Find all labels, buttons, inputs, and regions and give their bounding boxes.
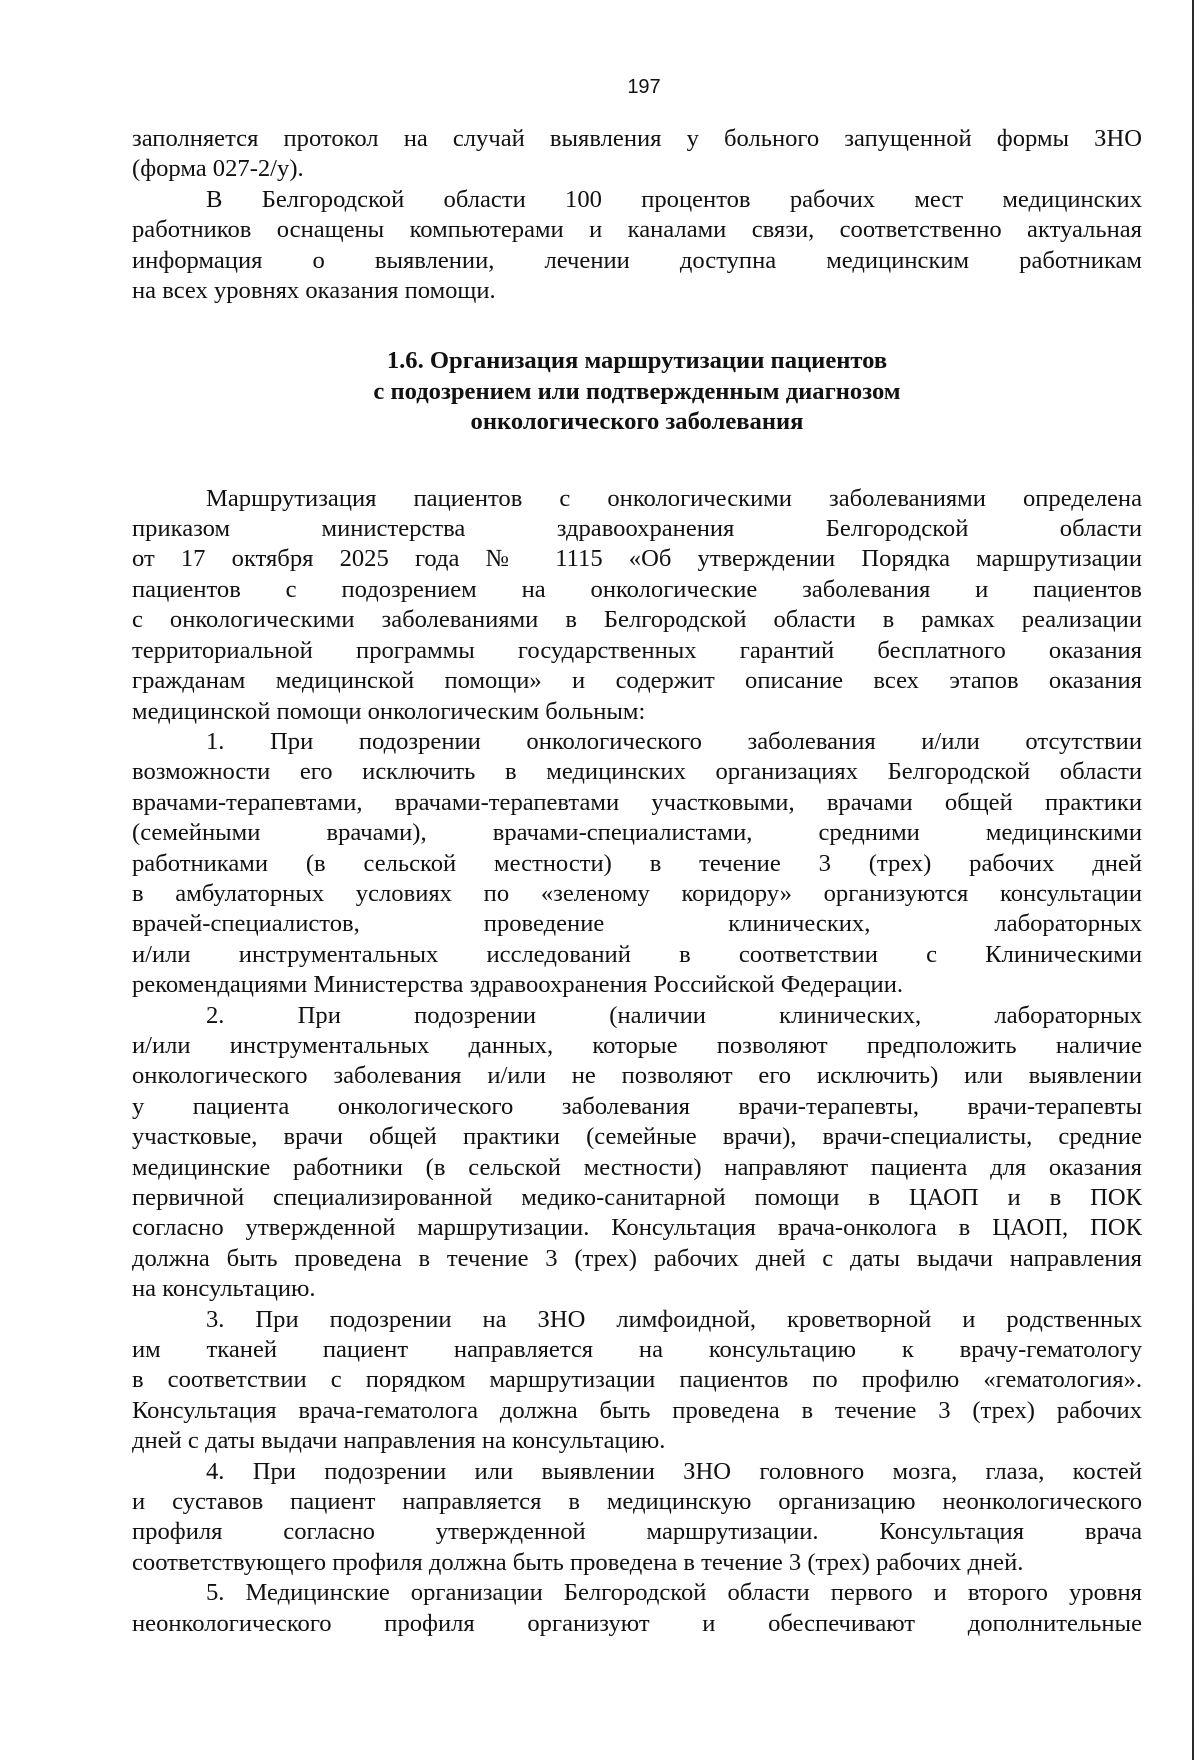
list-item-2 bbox=[132, 1001, 1142, 1305]
text-line: (форма 027-2/у). bbox=[132, 155, 304, 183]
list-item-5 bbox=[132, 1578, 1142, 1639]
heading-line: онкологического заболевания bbox=[470, 408, 804, 436]
list-item-1 bbox=[132, 727, 1142, 1001]
text-line: (семейными врачами), врачами-специалистами, средними медицинскими bbox=[132, 819, 1142, 847]
text-line: Консультация врача-гематолога должна быть проведена в течение 3 (трех) рабочих bbox=[132, 1396, 1142, 1424]
text-line: и суставов пациент направляется в медицинскую организацию неонкологического bbox=[132, 1488, 1142, 1516]
scan-edge-shadow bbox=[1192, 0, 1194, 1760]
text-line: медицинской помощи онкологическим больным: bbox=[132, 697, 646, 725]
text-line: в соответствии с порядком маршрутизации пациентов по профилю «гематология». bbox=[132, 1366, 1142, 1394]
text-line: 3. При подозрении на ЗНО лимфоидной, кроветворной и родственных bbox=[206, 1305, 1142, 1333]
routing-paragraph bbox=[132, 484, 1142, 727]
equipment-paragraph bbox=[132, 185, 1142, 307]
text-line: пациентов с подозрением на онкологические заболевания и пациентов bbox=[132, 575, 1142, 603]
document-page bbox=[132, 74, 1142, 1639]
text-line: территориальной программы государственных гарантий бесплатного оказания bbox=[132, 636, 1142, 664]
text-line: гражданам медицинской помощи» и содержит описание всех этапов оказания bbox=[132, 667, 1142, 695]
page-number: 197 bbox=[627, 76, 661, 98]
text-line: в амбулаторных условиях по «зеленому коридору» организуются консультации bbox=[132, 879, 1142, 907]
text-line: согласно утвержденной маршрутизации. Консультация врача-онколога в ЦАОП, ПОК bbox=[132, 1214, 1142, 1242]
heading-line: с подозрением или подтвержденным диагнозом bbox=[373, 377, 901, 405]
text-line: 2. При подозрении (наличии клинических, лабораторных bbox=[206, 1001, 1142, 1029]
text-line: и/или инструментальных исследований в соответствии с Клиническими bbox=[132, 940, 1142, 968]
text-line: Маршрутизация пациентов с онкологическими заболеваниями определена bbox=[206, 484, 1142, 512]
text-line: должна быть проведена в течение 3 (трех) рабочих дней с даты выдачи направления bbox=[132, 1244, 1142, 1272]
text-line: информация о выявлении, лечении доступна медицинским работникам bbox=[132, 246, 1142, 274]
text-line: первичной специализированной медико-санитарной помощи в ЦАОП и в ПОК bbox=[132, 1184, 1142, 1211]
text-line: В Белгородской области 100 процентов рабочих мест медицинских bbox=[206, 185, 1142, 213]
text-line: заполняется протокол на случай выявления у больного запущенной формы ЗНО bbox=[132, 125, 1142, 152]
section-heading bbox=[132, 346, 1142, 437]
list-item-4 bbox=[132, 1457, 1142, 1579]
text-line: приказом министерства здравоохранения Белгородской области bbox=[132, 515, 1142, 543]
intro-paragraph bbox=[132, 124, 1142, 185]
text-line: медицинские работники (в сельской местности) направляют пациента для оказания bbox=[132, 1153, 1142, 1181]
text-line: участковые, врачи общей практики (семейные врачи), врачи-специалисты, средние bbox=[132, 1123, 1142, 1151]
text-line: на всех уровнях оказания помощи. bbox=[132, 277, 496, 305]
text-line: неонкологического профиля организуют и обеспечивают дополнительные bbox=[132, 1609, 1142, 1637]
text-line: онкологического заболевания и/или не позволяют его исключить) или выявлении bbox=[132, 1062, 1142, 1090]
text-line: 5. Медицинские организации Белгородской области первого и второго уровня bbox=[206, 1579, 1142, 1607]
text-line: у пациента онкологического заболевания врачи-терапевты, врачи-терапевты bbox=[132, 1092, 1142, 1120]
text-line: профиля согласно утвержденной маршрутизации. Консультация врача bbox=[132, 1518, 1142, 1546]
text-line: врачами-терапевтами, врачами-терапевтами участковыми, врачами общей практики bbox=[132, 788, 1142, 816]
text-line: 1. При подозрении онкологического заболевания и/или отсутствии bbox=[206, 727, 1142, 755]
text-line: с онкологическими заболеваниями в Белгородской области в рамках реализации bbox=[132, 606, 1142, 634]
text-line: на консультацию. bbox=[132, 1275, 316, 1303]
text-line: 4. При подозрении или выявлении ЗНО головного мозга, глаза, костей bbox=[206, 1457, 1142, 1485]
text-line: работниками (в сельской местности) в течение 3 (трех) рабочих дней bbox=[132, 849, 1142, 877]
heading-line: 1.6. Организация маршрутизации пациентов bbox=[386, 347, 888, 375]
text-line: врачей-специалистов, проведение клинических, лабораторных bbox=[132, 910, 1142, 938]
text-line: возможности его исключить в медицинских организациях Белгородской области bbox=[132, 758, 1142, 786]
list-item-3 bbox=[132, 1305, 1142, 1457]
text-line: им тканей пациент направляется на консультацию к врачу-гематологу bbox=[132, 1336, 1142, 1364]
text-line: работников оснащены компьютерами и каналами связи, соответственно актуальная bbox=[132, 216, 1142, 244]
text-line: от 17 октября 2025 года № 1115 «Об утверждении Порядка маршрутизации bbox=[132, 545, 1142, 573]
text-line: и/или инструментальных данных, которые позволяют предположить наличие bbox=[132, 1031, 1142, 1059]
text-line: рекомендациями Министерства здравоохранения Российской Федерации. bbox=[132, 971, 904, 999]
text-line: соответствующего профиля должна быть проведена в течение 3 (трех) рабочих дней. bbox=[132, 1548, 1024, 1576]
text-line: дней с даты выдачи направления на консультацию. bbox=[132, 1427, 666, 1455]
